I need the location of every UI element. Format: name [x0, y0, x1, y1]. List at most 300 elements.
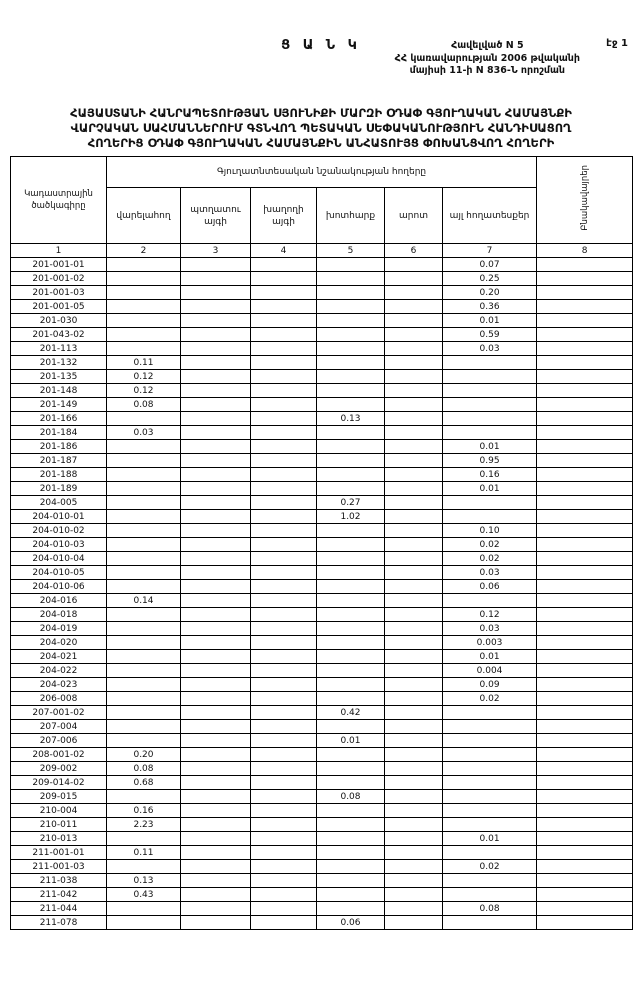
cell-hayfield: [317, 804, 385, 818]
cell-hayfield: 0.27: [317, 496, 385, 510]
table-row: [11, 482, 633, 496]
cell-orchard: [181, 412, 251, 426]
cell-hayfield: [317, 300, 385, 314]
cell-hayfield: [317, 426, 385, 440]
cell-other-lands: [443, 804, 537, 818]
cell-pasture: [385, 692, 443, 706]
table-row: [11, 538, 633, 552]
cell-pasture: [385, 818, 443, 832]
cell-settlements: [537, 286, 633, 300]
cell-orchard: [181, 748, 251, 762]
cell-arable: [107, 678, 181, 692]
cell-arable: [107, 608, 181, 622]
cell-other-lands: 0.01: [443, 314, 537, 328]
cell-arable: 0.20: [107, 748, 181, 762]
cell-cadastral-code: 207-001-02: [11, 706, 107, 720]
table-row: [11, 706, 633, 720]
land-parcels-table: [10, 156, 633, 930]
cell-vineyard: [251, 272, 317, 286]
cell-arable: [107, 300, 181, 314]
cell-arable: [107, 552, 181, 566]
cell-settlements: [537, 902, 633, 916]
cell-vineyard: [251, 734, 317, 748]
cell-vineyard: [251, 804, 317, 818]
cell-cadastral-code: 204-010-04: [11, 552, 107, 566]
cell-arable: [107, 692, 181, 706]
cell-pasture: [385, 384, 443, 398]
cell-pasture: [385, 706, 443, 720]
column-header-orchard: պտղատու այգի: [181, 188, 251, 244]
cell-pasture: [385, 916, 443, 930]
cell-hayfield: [317, 874, 385, 888]
cell-settlements: [537, 454, 633, 468]
table-row: [11, 804, 633, 818]
cell-vineyard: [251, 860, 317, 874]
cell-pasture: [385, 468, 443, 482]
cell-orchard: [181, 384, 251, 398]
cell-cadastral-code: 201-043-02: [11, 328, 107, 342]
cell-other-lands: 0.02: [443, 552, 537, 566]
cell-other-lands: [443, 818, 537, 832]
cell-pasture: [385, 538, 443, 552]
table-row: [11, 314, 633, 328]
cell-arable: [107, 902, 181, 916]
table-row: [11, 734, 633, 748]
cell-settlements: [537, 832, 633, 846]
cell-cadastral-code: 201-148: [11, 384, 107, 398]
cell-vineyard: [251, 664, 317, 678]
cell-vineyard: [251, 286, 317, 300]
cell-settlements: [537, 762, 633, 776]
cell-vineyard: [251, 314, 317, 328]
cell-orchard: [181, 818, 251, 832]
cell-arable: [107, 706, 181, 720]
cell-other-lands: 0.12: [443, 608, 537, 622]
cell-hayfield: [317, 818, 385, 832]
cell-other-lands: 0.03: [443, 566, 537, 580]
table-row: [11, 398, 633, 412]
cell-other-lands: 0.36: [443, 300, 537, 314]
cell-other-lands: 0.02: [443, 860, 537, 874]
cell-vineyard: [251, 762, 317, 776]
cell-settlements: [537, 622, 633, 636]
cell-orchard: [181, 860, 251, 874]
table-row: [11, 258, 633, 272]
cell-settlements: [537, 818, 633, 832]
cell-hayfield: [317, 846, 385, 860]
cell-orchard: [181, 552, 251, 566]
cell-orchard: [181, 636, 251, 650]
cell-other-lands: [443, 356, 537, 370]
cell-other-lands: [443, 720, 537, 734]
cell-vineyard: [251, 258, 317, 272]
cell-settlements: [537, 874, 633, 888]
column-number-2: 2: [107, 244, 181, 258]
cell-arable: [107, 916, 181, 930]
cell-pasture: [385, 440, 443, 454]
cell-hayfield: [317, 776, 385, 790]
cell-settlements: [537, 524, 633, 538]
cell-vineyard: [251, 622, 317, 636]
cell-arable: [107, 524, 181, 538]
cell-hayfield: [317, 832, 385, 846]
cell-pasture: [385, 734, 443, 748]
cell-hayfield: [317, 902, 385, 916]
column-header-other-lands: այլ հողատեսքեր: [443, 188, 537, 244]
table-row: [11, 468, 633, 482]
cell-orchard: [181, 594, 251, 608]
table-row: [11, 692, 633, 706]
annex-number: Հավելված N 5: [451, 40, 524, 51]
table-row: [11, 440, 633, 454]
cell-vineyard: [251, 440, 317, 454]
cell-settlements: [537, 468, 633, 482]
cell-hayfield: 0.13: [317, 412, 385, 426]
cell-orchard: [181, 454, 251, 468]
cell-arable: [107, 650, 181, 664]
cell-settlements: [537, 650, 633, 664]
annex-line-2: ՀՀ կառավարության 2006 թվականի: [394, 52, 580, 64]
column-number-4: 4: [251, 244, 317, 258]
cell-pasture: [385, 902, 443, 916]
table-row: [11, 412, 633, 426]
cell-settlements: [537, 426, 633, 440]
cell-settlements: [537, 860, 633, 874]
cell-cadastral-code: 204-021: [11, 650, 107, 664]
table-row: [11, 832, 633, 846]
table-body: [11, 258, 633, 930]
cell-arable: 0.12: [107, 384, 181, 398]
table-row: [11, 748, 633, 762]
cell-cadastral-code: 201-186: [11, 440, 107, 454]
cell-arable: 0.68: [107, 776, 181, 790]
cell-vineyard: [251, 678, 317, 692]
cell-orchard: [181, 370, 251, 384]
page-title-line-3: ՀՈՂԵՐԻՑ ՕԴԱՓ ԳՅՈՒՂԱԿԱՆ ՀԱՄԱՅՆՔԻՆ ԱՆՀԱՏՈՒՅՑ ՓՈԽԱՆՑՎՈՂ ՀՈՂԵՐԻ: [87, 136, 555, 150]
cell-other-lands: 0.03: [443, 342, 537, 356]
cell-vineyard: [251, 552, 317, 566]
cell-settlements: [537, 706, 633, 720]
cell-settlements: [537, 580, 633, 594]
cell-cadastral-code: 201-189: [11, 482, 107, 496]
table-row: [11, 776, 633, 790]
cell-vineyard: [251, 608, 317, 622]
cell-settlements: [537, 314, 633, 328]
cell-vineyard: [251, 902, 317, 916]
cell-orchard: [181, 776, 251, 790]
cell-settlements: [537, 608, 633, 622]
document-kicker: Ց Ա Ն Կ: [281, 38, 361, 53]
cell-pasture: [385, 454, 443, 468]
table-row: [11, 902, 633, 916]
cell-pasture: [385, 566, 443, 580]
cell-pasture: [385, 846, 443, 860]
cell-pasture: [385, 552, 443, 566]
page-title: [10, 106, 632, 151]
cell-hayfield: 0.06: [317, 916, 385, 930]
cell-vineyard: [251, 916, 317, 930]
cell-settlements: [537, 258, 633, 272]
table-row: [11, 636, 633, 650]
cell-hayfield: [317, 258, 385, 272]
cell-settlements: [537, 412, 633, 426]
cell-other-lands: 0.59: [443, 328, 537, 342]
cell-vineyard: [251, 566, 317, 580]
cell-pasture: [385, 426, 443, 440]
cell-orchard: [181, 314, 251, 328]
cell-pasture: [385, 258, 443, 272]
cell-settlements: [537, 370, 633, 384]
cell-cadastral-code: 201-187: [11, 454, 107, 468]
cell-pasture: [385, 608, 443, 622]
cell-settlements: [537, 300, 633, 314]
cell-other-lands: 0.01: [443, 832, 537, 846]
cell-orchard: [181, 832, 251, 846]
cell-pasture: [385, 720, 443, 734]
table-row: [11, 510, 633, 524]
column-header-settlements: [537, 157, 633, 244]
cell-orchard: [181, 916, 251, 930]
cell-orchard: [181, 496, 251, 510]
cell-hayfield: [317, 538, 385, 552]
cell-other-lands: 0.02: [443, 538, 537, 552]
cell-orchard: [181, 342, 251, 356]
annex-reference: [395, 40, 580, 78]
cell-orchard: [181, 804, 251, 818]
cell-cadastral-code: 210-004: [11, 804, 107, 818]
cell-other-lands: [443, 706, 537, 720]
column-number-3: 3: [181, 244, 251, 258]
table-row: [11, 762, 633, 776]
cell-settlements: [537, 720, 633, 734]
cell-vineyard: [251, 538, 317, 552]
cell-hayfield: 0.08: [317, 790, 385, 804]
cell-orchard: [181, 580, 251, 594]
cell-other-lands: 0.09: [443, 678, 537, 692]
cell-arable: [107, 720, 181, 734]
cell-settlements: [537, 510, 633, 524]
cell-hayfield: [317, 384, 385, 398]
cell-hayfield: [317, 650, 385, 664]
cell-arable: [107, 580, 181, 594]
cell-hayfield: [317, 524, 385, 538]
cell-hayfield: [317, 454, 385, 468]
cell-other-lands: [443, 426, 537, 440]
cell-cadastral-code: 204-005: [11, 496, 107, 510]
table-row: [11, 608, 633, 622]
cell-hayfield: [317, 664, 385, 678]
cell-cadastral-code: 204-010-06: [11, 580, 107, 594]
cell-hayfield: [317, 762, 385, 776]
cell-arable: 0.03: [107, 426, 181, 440]
cell-hayfield: [317, 622, 385, 636]
cell-vineyard: [251, 342, 317, 356]
cell-hayfield: 0.01: [317, 734, 385, 748]
cell-settlements: [537, 804, 633, 818]
cell-other-lands: 0.10: [443, 524, 537, 538]
cell-orchard: [181, 328, 251, 342]
cell-orchard: [181, 706, 251, 720]
cell-cadastral-code: 211-042: [11, 888, 107, 902]
table-row: [11, 356, 633, 370]
cell-cadastral-code: 201-030: [11, 314, 107, 328]
cell-hayfield: [317, 566, 385, 580]
column-header-arable: վարելահող: [107, 188, 181, 244]
cell-vineyard: [251, 510, 317, 524]
cell-pasture: [385, 580, 443, 594]
cell-hayfield: [317, 286, 385, 300]
cell-arable: [107, 482, 181, 496]
cell-pasture: [385, 748, 443, 762]
cell-pasture: [385, 594, 443, 608]
cell-hayfield: [317, 468, 385, 482]
cell-arable: [107, 622, 181, 636]
cell-vineyard: [251, 300, 317, 314]
cell-vineyard: [251, 370, 317, 384]
table-row: [11, 552, 633, 566]
cell-arable: [107, 342, 181, 356]
cell-vineyard: [251, 692, 317, 706]
table-row: [11, 678, 633, 692]
cell-settlements: [537, 748, 633, 762]
table-row: [11, 664, 633, 678]
cell-pasture: [385, 370, 443, 384]
cell-hayfield: [317, 748, 385, 762]
table-row: [11, 300, 633, 314]
cell-hayfield: [317, 692, 385, 706]
column-header-pasture: արոտ: [385, 188, 443, 244]
cell-other-lands: 0.03: [443, 622, 537, 636]
table-row: [11, 916, 633, 930]
cell-other-lands: 0.01: [443, 482, 537, 496]
table-row: [11, 384, 633, 398]
cell-other-lands: 0.02: [443, 692, 537, 706]
cell-cadastral-code: 207-004: [11, 720, 107, 734]
cell-cadastral-code: 207-006: [11, 734, 107, 748]
cell-cadastral-code: 201-188: [11, 468, 107, 482]
cell-cadastral-code: 204-010-02: [11, 524, 107, 538]
cell-cadastral-code: 204-010-05: [11, 566, 107, 580]
cell-cadastral-code: 209-015: [11, 790, 107, 804]
cell-vineyard: [251, 482, 317, 496]
cell-other-lands: [443, 776, 537, 790]
cell-cadastral-code: 201-001-03: [11, 286, 107, 300]
column-header-cadastral-code: Կադաստրային ծածկագիրը: [11, 157, 107, 244]
cell-cadastral-code: 201-001-01: [11, 258, 107, 272]
cell-cadastral-code: 204-018: [11, 608, 107, 622]
cell-pasture: [385, 286, 443, 300]
cell-arable: [107, 538, 181, 552]
cell-orchard: [181, 524, 251, 538]
cell-settlements: [537, 384, 633, 398]
table-column-number-row: [11, 244, 633, 258]
cell-other-lands: 0.06: [443, 580, 537, 594]
table-row: [11, 622, 633, 636]
cell-hayfield: [317, 482, 385, 496]
cell-other-lands: [443, 888, 537, 902]
cell-pasture: [385, 776, 443, 790]
cell-settlements: [537, 552, 633, 566]
page-number: էջ 1: [606, 38, 628, 49]
cell-other-lands: 0.01: [443, 650, 537, 664]
cell-pasture: [385, 342, 443, 356]
cell-cadastral-code: 204-010-03: [11, 538, 107, 552]
cell-cadastral-code: 211-001-03: [11, 860, 107, 874]
table-row: [11, 818, 633, 832]
cell-pasture: [385, 398, 443, 412]
cell-orchard: [181, 734, 251, 748]
table-row: [11, 342, 633, 356]
cell-orchard: [181, 538, 251, 552]
cell-other-lands: 0.004: [443, 664, 537, 678]
cell-cadastral-code: 204-023: [11, 678, 107, 692]
cell-hayfield: [317, 678, 385, 692]
cell-orchard: [181, 426, 251, 440]
cell-orchard: [181, 622, 251, 636]
cell-pasture: [385, 510, 443, 524]
cell-arable: [107, 314, 181, 328]
page-title-line-1: ՀԱՅԱՍՏԱՆԻ ՀԱՆՐԱՊԵՏՈՒԹՅԱՆ ՍՅՈՒՆԻՔԻ ՄԱՐԶԻ ՕԴԱՓ ԳՅՈՒՂԱԿԱՆ ՀԱՄԱՅՆՔԻ: [70, 106, 572, 120]
column-number-1: 1: [11, 244, 107, 258]
cell-other-lands: 0.01: [443, 440, 537, 454]
cell-settlements: [537, 678, 633, 692]
cell-cadastral-code: 208-001-02: [11, 748, 107, 762]
cell-vineyard: [251, 384, 317, 398]
column-group-agricultural-lands: Գյուղատնտեսական նշանակության հողերը: [107, 157, 537, 188]
cell-settlements: [537, 272, 633, 286]
cell-hayfield: [317, 356, 385, 370]
cell-cadastral-code: 201-001-02: [11, 272, 107, 286]
cell-orchard: [181, 482, 251, 496]
cell-settlements: [537, 888, 633, 902]
cell-settlements: [537, 692, 633, 706]
column-header-settlements-label: Բնակավայրեր: [579, 165, 590, 231]
cell-vineyard: [251, 580, 317, 594]
cell-pasture: [385, 482, 443, 496]
cell-vineyard: [251, 846, 317, 860]
cell-settlements: [537, 538, 633, 552]
cell-other-lands: 0.07: [443, 258, 537, 272]
cell-hayfield: [317, 272, 385, 286]
cell-pasture: [385, 832, 443, 846]
cell-pasture: [385, 888, 443, 902]
cell-arable: 0.43: [107, 888, 181, 902]
cell-hayfield: [317, 314, 385, 328]
cell-pasture: [385, 496, 443, 510]
cell-cadastral-code: 201-132: [11, 356, 107, 370]
cell-pasture: [385, 622, 443, 636]
cell-other-lands: [443, 370, 537, 384]
cell-cadastral-code: 204-020: [11, 636, 107, 650]
cell-arable: [107, 510, 181, 524]
cell-cadastral-code: 201-135: [11, 370, 107, 384]
cell-hayfield: [317, 342, 385, 356]
cell-vineyard: [251, 832, 317, 846]
document-header: [10, 38, 632, 104]
cell-orchard: [181, 846, 251, 860]
cell-other-lands: 0.003: [443, 636, 537, 650]
cell-orchard: [181, 902, 251, 916]
cell-orchard: [181, 650, 251, 664]
cell-arable: 0.12: [107, 370, 181, 384]
cell-settlements: [537, 776, 633, 790]
cell-orchard: [181, 356, 251, 370]
cell-arable: 0.13: [107, 874, 181, 888]
cell-vineyard: [251, 720, 317, 734]
cell-other-lands: 0.95: [443, 454, 537, 468]
table-row: [11, 888, 633, 902]
table-row: [11, 874, 633, 888]
